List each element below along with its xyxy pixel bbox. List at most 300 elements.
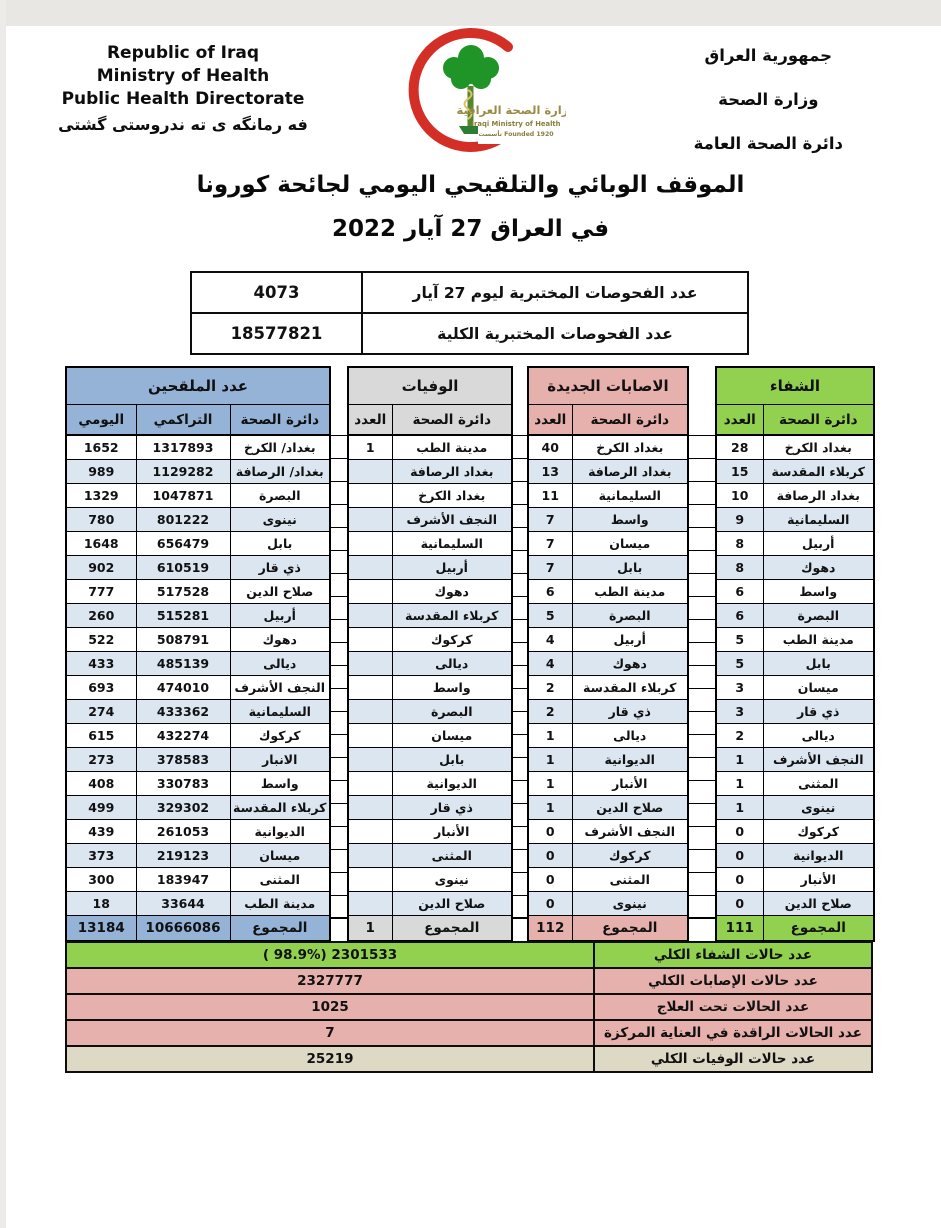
- data-row: [528, 652, 688, 676]
- recovery-total-row: [716, 916, 874, 942]
- value-cell: [348, 724, 392, 748]
- value-cell: [348, 460, 392, 484]
- value-cell: 0: [716, 820, 763, 844]
- value-cell: 5: [716, 652, 763, 676]
- value-cell: 6: [528, 580, 572, 604]
- health-directorate-cell: البصرة: [392, 700, 512, 724]
- health-directorate-cell: المثنى: [392, 844, 512, 868]
- deaths-title-row: [348, 367, 512, 405]
- health-directorate-cell: صلاح الدين: [572, 796, 688, 820]
- data-row: [716, 748, 874, 772]
- summary-table: [65, 941, 873, 1073]
- data-row: [716, 724, 874, 748]
- health-directorate-cell: الأنبار: [763, 868, 874, 892]
- value-cell: 1: [528, 748, 572, 772]
- data-row: [528, 435, 688, 460]
- value-cell: 485139: [136, 652, 230, 676]
- total-label-cell: المجموع: [763, 916, 874, 942]
- value-cell: 1047871: [136, 484, 230, 508]
- value-cell: [348, 676, 392, 700]
- value-cell: 3: [716, 676, 763, 700]
- value-cell: [348, 820, 392, 844]
- value-cell: 8: [716, 532, 763, 556]
- data-row: [716, 556, 874, 580]
- logo-english-text: Iraqi Ministry of Health: [471, 120, 561, 128]
- health-directorate-cell: واسط: [763, 580, 874, 604]
- value-cell: 1: [716, 748, 763, 772]
- data-row: [348, 628, 512, 652]
- health-directorate-cell: مدينة الطب: [572, 580, 688, 604]
- health-directorate-cell: كربلاء المقدسة: [572, 676, 688, 700]
- data-row: [66, 435, 330, 460]
- data-row: [716, 435, 874, 460]
- data-row: [66, 652, 330, 676]
- value-cell: 902: [66, 556, 136, 580]
- value-cell: 615: [66, 724, 136, 748]
- data-row: [528, 460, 688, 484]
- deaths-section-table: [347, 366, 513, 942]
- data-row: [716, 796, 874, 820]
- data-row: [66, 484, 330, 508]
- column-header: العدد: [716, 405, 763, 436]
- value-cell: 260: [66, 604, 136, 628]
- vaccinated-section-title: عدد الملقحين: [66, 367, 330, 405]
- health-directorate-cell: بغداد الكرخ: [763, 435, 874, 460]
- health-directorate-cell: كركوك: [230, 724, 330, 748]
- value-cell: 777: [66, 580, 136, 604]
- data-row: [66, 676, 330, 700]
- infections-title-row: [528, 367, 688, 405]
- value-cell: 11: [528, 484, 572, 508]
- logo-founded-text: تأسست Founded 1920: [478, 131, 554, 138]
- health-directorate-cell: مدينة الطب: [763, 628, 874, 652]
- value-cell: 433: [66, 652, 136, 676]
- vaccinated-title-row: [66, 367, 330, 405]
- value-cell: 1: [528, 772, 572, 796]
- value-cell: 273: [66, 748, 136, 772]
- summary-label-cell: عدد الحالات تحت العلاج: [594, 994, 872, 1020]
- header-arabic-block: [694, 46, 843, 178]
- data-row: [716, 676, 874, 700]
- total-label-cell: المجموع: [572, 916, 688, 942]
- value-cell: 7: [528, 532, 572, 556]
- data-row: [66, 460, 330, 484]
- value-cell: 1129282: [136, 460, 230, 484]
- data-row: [66, 556, 330, 580]
- health-directorate-cell: كركوك: [572, 844, 688, 868]
- health-directorate-cell: الديوانية: [763, 844, 874, 868]
- health-directorate-cell: بابل: [230, 532, 330, 556]
- value-cell: 474010: [136, 676, 230, 700]
- value-cell: 515281: [136, 604, 230, 628]
- data-row: [348, 460, 512, 484]
- value-cell: [348, 484, 392, 508]
- summary-row: [66, 994, 872, 1020]
- health-directorate-cell: بابل: [763, 652, 874, 676]
- column-header: دائرة الصحة: [763, 405, 874, 436]
- value-cell: 1: [528, 796, 572, 820]
- value-cell: 261053: [136, 820, 230, 844]
- data-row: [528, 796, 688, 820]
- health-directorate-cell: بابل: [572, 556, 688, 580]
- value-cell: 274: [66, 700, 136, 724]
- value-cell: 0: [528, 844, 572, 868]
- logo-text-box: [456, 100, 566, 144]
- value-cell: 219123: [136, 844, 230, 868]
- value-cell: 522: [66, 628, 136, 652]
- data-row: [348, 484, 512, 508]
- column-header: العدد: [528, 405, 572, 436]
- data-row: [66, 796, 330, 820]
- data-row: [528, 604, 688, 628]
- infections-total-row: [528, 916, 688, 942]
- total-value-cell: 13184: [66, 916, 136, 942]
- health-directorate-cell: صلاح الدين: [392, 892, 512, 916]
- health-directorate-cell: بغداد الرصافة: [392, 460, 512, 484]
- health-directorate-cell: ديالى: [763, 724, 874, 748]
- data-row: [348, 580, 512, 604]
- data-row: [528, 556, 688, 580]
- value-cell: 330783: [136, 772, 230, 796]
- column-header: العدد: [348, 405, 392, 436]
- column-header: التراكمي: [136, 405, 230, 436]
- data-row: [348, 700, 512, 724]
- health-directorate-cell: أربيل: [230, 604, 330, 628]
- infections-section-table: [527, 366, 689, 942]
- value-cell: [348, 796, 392, 820]
- health-directorate-cell: الانبار: [230, 748, 330, 772]
- header-english-block: [58, 42, 308, 136]
- value-cell: 0: [716, 892, 763, 916]
- summary-label-cell: عدد حالات الشفاء الكلي: [594, 942, 872, 968]
- vaccinated-total-row: [66, 916, 330, 942]
- health-directorate-cell: ديالى: [572, 724, 688, 748]
- value-cell: 0: [528, 892, 572, 916]
- total-value-cell: 10666086: [136, 916, 230, 942]
- value-cell: [348, 868, 392, 892]
- health-directorate-cell: واسط: [230, 772, 330, 796]
- data-row: [528, 892, 688, 916]
- data-row: [348, 796, 512, 820]
- value-cell: 329302: [136, 796, 230, 820]
- value-cell: 499: [66, 796, 136, 820]
- data-row: [528, 724, 688, 748]
- data-row: [66, 868, 330, 892]
- value-cell: 1: [716, 772, 763, 796]
- value-cell: 0: [528, 820, 572, 844]
- value-cell: 183947: [136, 868, 230, 892]
- value-cell: 1329: [66, 484, 136, 508]
- health-directorate-cell: كربلاء المقدسة: [392, 604, 512, 628]
- value-cell: [348, 604, 392, 628]
- recovery-column-header-row: [716, 405, 874, 436]
- data-row: [348, 532, 512, 556]
- health-directorate-cell: الديوانية: [572, 748, 688, 772]
- summary-table-body: [66, 942, 872, 1072]
- column-header: دائرة الصحة: [230, 405, 330, 436]
- health-directorate-cell: كركوك: [763, 820, 874, 844]
- value-cell: 508791: [136, 628, 230, 652]
- header-ar-line3: دائرة الصحة العامة: [693, 134, 843, 153]
- summary-label-cell: عدد حالات الوفيات الكلي: [594, 1046, 872, 1072]
- value-cell: [348, 628, 392, 652]
- health-directorate-cell: السليمانية: [763, 508, 874, 532]
- value-cell: 433362: [136, 700, 230, 724]
- health-directorate-cell: صلاح الدين: [763, 892, 874, 916]
- data-row: [716, 508, 874, 532]
- data-row: [716, 460, 874, 484]
- data-row: [66, 748, 330, 772]
- tests-daily-row: [191, 272, 748, 313]
- health-directorate-cell: أربيل: [392, 556, 512, 580]
- infections-column-header-row: [528, 405, 688, 436]
- data-row: [716, 772, 874, 796]
- value-cell: 13: [528, 460, 572, 484]
- data-row: [348, 604, 512, 628]
- value-cell: 5: [716, 628, 763, 652]
- health-directorate-cell: المثنى: [230, 868, 330, 892]
- health-directorate-cell: ميسان: [230, 844, 330, 868]
- logo-arabic-text: وزارة الصحة العراقية: [456, 103, 566, 117]
- value-cell: 7: [528, 508, 572, 532]
- value-cell: 33644: [136, 892, 230, 916]
- health-directorate-cell: مدينة الطب: [230, 892, 330, 916]
- health-directorate-cell: بغداد/ الكرخ: [230, 435, 330, 460]
- health-directorate-cell: صلاح الدين: [230, 580, 330, 604]
- health-directorate-cell: ميسان: [572, 532, 688, 556]
- value-cell: 40: [528, 435, 572, 460]
- summary-value-cell: 1025: [66, 994, 594, 1020]
- summary-value-cell: ( 98.9%) 2301533: [66, 942, 594, 968]
- health-directorate-cell: البصرة: [230, 484, 330, 508]
- value-cell: 18: [66, 892, 136, 916]
- value-cell: 3: [716, 700, 763, 724]
- header-ar-line1: جمهورية العراق: [704, 46, 833, 65]
- value-cell: [348, 844, 392, 868]
- health-directorate-cell: ميسان: [392, 724, 512, 748]
- data-row: [528, 844, 688, 868]
- health-directorate-cell: واسط: [392, 676, 512, 700]
- data-row: [66, 820, 330, 844]
- value-cell: 6: [716, 580, 763, 604]
- data-row: [716, 892, 874, 916]
- value-cell: [348, 580, 392, 604]
- value-cell: 656479: [136, 532, 230, 556]
- page-title-line1: الموقف الوبائي والتلقيحي اليومي لجائحة كورونا: [196, 172, 745, 198]
- value-cell: [348, 772, 392, 796]
- deaths-column-header-row: [348, 405, 512, 436]
- health-directorate-cell: الأنبار: [572, 772, 688, 796]
- value-cell: 28: [716, 435, 763, 460]
- health-directorate-cell: دهوك: [392, 580, 512, 604]
- health-directorate-cell: ذي قار: [392, 796, 512, 820]
- data-row: [716, 700, 874, 724]
- value-cell: 10: [716, 484, 763, 508]
- main-table: [65, 366, 875, 942]
- health-directorate-cell: نينوى: [230, 508, 330, 532]
- recovery-title-row: [716, 367, 874, 405]
- value-cell: 693: [66, 676, 136, 700]
- health-directorate-cell: واسط: [572, 508, 688, 532]
- data-row: [528, 676, 688, 700]
- health-directorate-cell: كركوك: [392, 628, 512, 652]
- data-row: [348, 508, 512, 532]
- health-directorate-cell: بغداد الكرخ: [572, 435, 688, 460]
- value-cell: 4: [528, 628, 572, 652]
- health-directorate-cell: بابل: [392, 748, 512, 772]
- health-directorate-cell: أربيل: [572, 628, 688, 652]
- total-value-cell: 1: [348, 916, 392, 942]
- data-row: [66, 844, 330, 868]
- health-directorate-cell: المثنى: [763, 772, 874, 796]
- value-cell: 408: [66, 772, 136, 796]
- health-directorate-cell: دهوك: [230, 628, 330, 652]
- header-en-line2: Ministry of Health: [96, 66, 270, 86]
- data-row: [528, 532, 688, 556]
- health-directorate-cell: نينوى: [572, 892, 688, 916]
- health-directorate-cell: الديوانية: [392, 772, 512, 796]
- value-cell: 15: [716, 460, 763, 484]
- tests-table: [190, 271, 749, 355]
- value-cell: [348, 652, 392, 676]
- data-row: [348, 772, 512, 796]
- value-cell: [348, 556, 392, 580]
- vaccinated-section-table: [65, 366, 331, 942]
- health-directorate-cell: السليمانية: [572, 484, 688, 508]
- column-header: دائرة الصحة: [392, 405, 512, 436]
- total-value-cell: 111: [716, 916, 763, 942]
- health-directorate-cell: ميسان: [763, 676, 874, 700]
- data-row: [348, 868, 512, 892]
- data-row: [66, 604, 330, 628]
- vaccinated-column-header-row: [66, 405, 330, 436]
- data-row: [66, 508, 330, 532]
- health-directorate-cell: النجف الأشرف: [230, 676, 330, 700]
- data-row: [528, 772, 688, 796]
- tests-total-label: عدد الفحوصات المختبرية الكلية: [362, 313, 748, 354]
- value-cell: [348, 532, 392, 556]
- value-cell: 6: [716, 604, 763, 628]
- health-directorate-cell: ديالى: [392, 652, 512, 676]
- data-row: [716, 580, 874, 604]
- value-cell: 5: [528, 604, 572, 628]
- data-row: [528, 748, 688, 772]
- value-cell: 373: [66, 844, 136, 868]
- page-title-line2: في العراق 27 آيار 2022: [331, 216, 610, 242]
- health-directorate-cell: الديوانية: [230, 820, 330, 844]
- value-cell: 2: [716, 724, 763, 748]
- health-directorate-cell: السليمانية: [392, 532, 512, 556]
- data-row: [348, 844, 512, 868]
- value-cell: 0: [528, 868, 572, 892]
- health-directorate-cell: النجف الأشرف: [572, 820, 688, 844]
- health-directorate-cell: كربلاء المقدسة: [763, 460, 874, 484]
- page-title: [0, 163, 941, 251]
- data-row: [348, 892, 512, 916]
- health-directorate-cell: البصرة: [572, 604, 688, 628]
- value-cell: 989: [66, 460, 136, 484]
- data-row: [66, 580, 330, 604]
- total-label-cell: المجموع: [230, 916, 330, 942]
- data-row: [66, 892, 330, 916]
- data-row: [528, 508, 688, 532]
- section-gap: [331, 366, 347, 922]
- summary-row: [66, 968, 872, 994]
- value-cell: 1652: [66, 435, 136, 460]
- data-row: [66, 772, 330, 796]
- health-directorate-cell: الأنبار: [392, 820, 512, 844]
- tests-total-row: [191, 313, 748, 354]
- health-directorate-cell: كربلاء المقدسة: [230, 796, 330, 820]
- section-gap: [513, 366, 527, 922]
- total-label-cell: المجموع: [392, 916, 512, 942]
- value-cell: 2: [528, 700, 572, 724]
- value-cell: 1: [348, 435, 392, 460]
- ministry-logo: [396, 20, 566, 165]
- value-cell: 1: [528, 724, 572, 748]
- tests-daily-label: عدد الفحوصات المختبرية ليوم 27 آيار: [362, 272, 748, 313]
- tests-total-value: 18577821: [191, 313, 362, 354]
- value-cell: 2: [528, 676, 572, 700]
- data-row: [528, 700, 688, 724]
- data-row: [716, 844, 874, 868]
- health-directorate-cell: دهوك: [572, 652, 688, 676]
- health-directorate-cell: النجف الأشرف: [392, 508, 512, 532]
- recovery-section-title: الشفاء: [716, 367, 874, 405]
- section-gap: [689, 366, 715, 922]
- health-directorate-cell: بغداد الرصافة: [763, 484, 874, 508]
- health-directorate-cell: بغداد الكرخ: [392, 484, 512, 508]
- ministry-logo-graphic: [396, 20, 566, 165]
- data-row: [66, 532, 330, 556]
- data-row: [528, 628, 688, 652]
- health-directorate-cell: بغداد الرصافة: [572, 460, 688, 484]
- data-row: [348, 652, 512, 676]
- summary-label-cell: عدد الحالات الراقدة في العناية المركزة: [594, 1020, 872, 1046]
- value-cell: 780: [66, 508, 136, 532]
- total-value-cell: 112: [528, 916, 572, 942]
- health-directorate-cell: نينوى: [763, 796, 874, 820]
- summary-value-cell: 2327777: [66, 968, 594, 994]
- health-directorate-cell: البصرة: [763, 604, 874, 628]
- value-cell: 300: [66, 868, 136, 892]
- data-row: [716, 604, 874, 628]
- value-cell: [348, 892, 392, 916]
- value-cell: 0: [716, 868, 763, 892]
- value-cell: [348, 700, 392, 724]
- data-row: [348, 435, 512, 460]
- data-row: [66, 628, 330, 652]
- summary-value-cell: 7: [66, 1020, 594, 1046]
- recovery-section-table: [715, 366, 875, 942]
- health-directorate-cell: دهوك: [763, 556, 874, 580]
- column-header: اليومي: [66, 405, 136, 436]
- column-header: دائرة الصحة: [572, 405, 688, 436]
- value-cell: 4: [528, 652, 572, 676]
- health-directorate-cell: ذي قار: [572, 700, 688, 724]
- infections-section-title: الاصابات الجديدة: [528, 367, 688, 405]
- palm-tree-icon: [443, 45, 499, 89]
- summary-row: [66, 1020, 872, 1046]
- value-cell: 610519: [136, 556, 230, 580]
- data-row: [348, 748, 512, 772]
- data-row: [528, 868, 688, 892]
- value-cell: 432274: [136, 724, 230, 748]
- header-ar-line2: وزارة الصحة: [718, 90, 819, 109]
- data-row: [716, 628, 874, 652]
- value-cell: 1: [716, 796, 763, 820]
- data-row: [716, 868, 874, 892]
